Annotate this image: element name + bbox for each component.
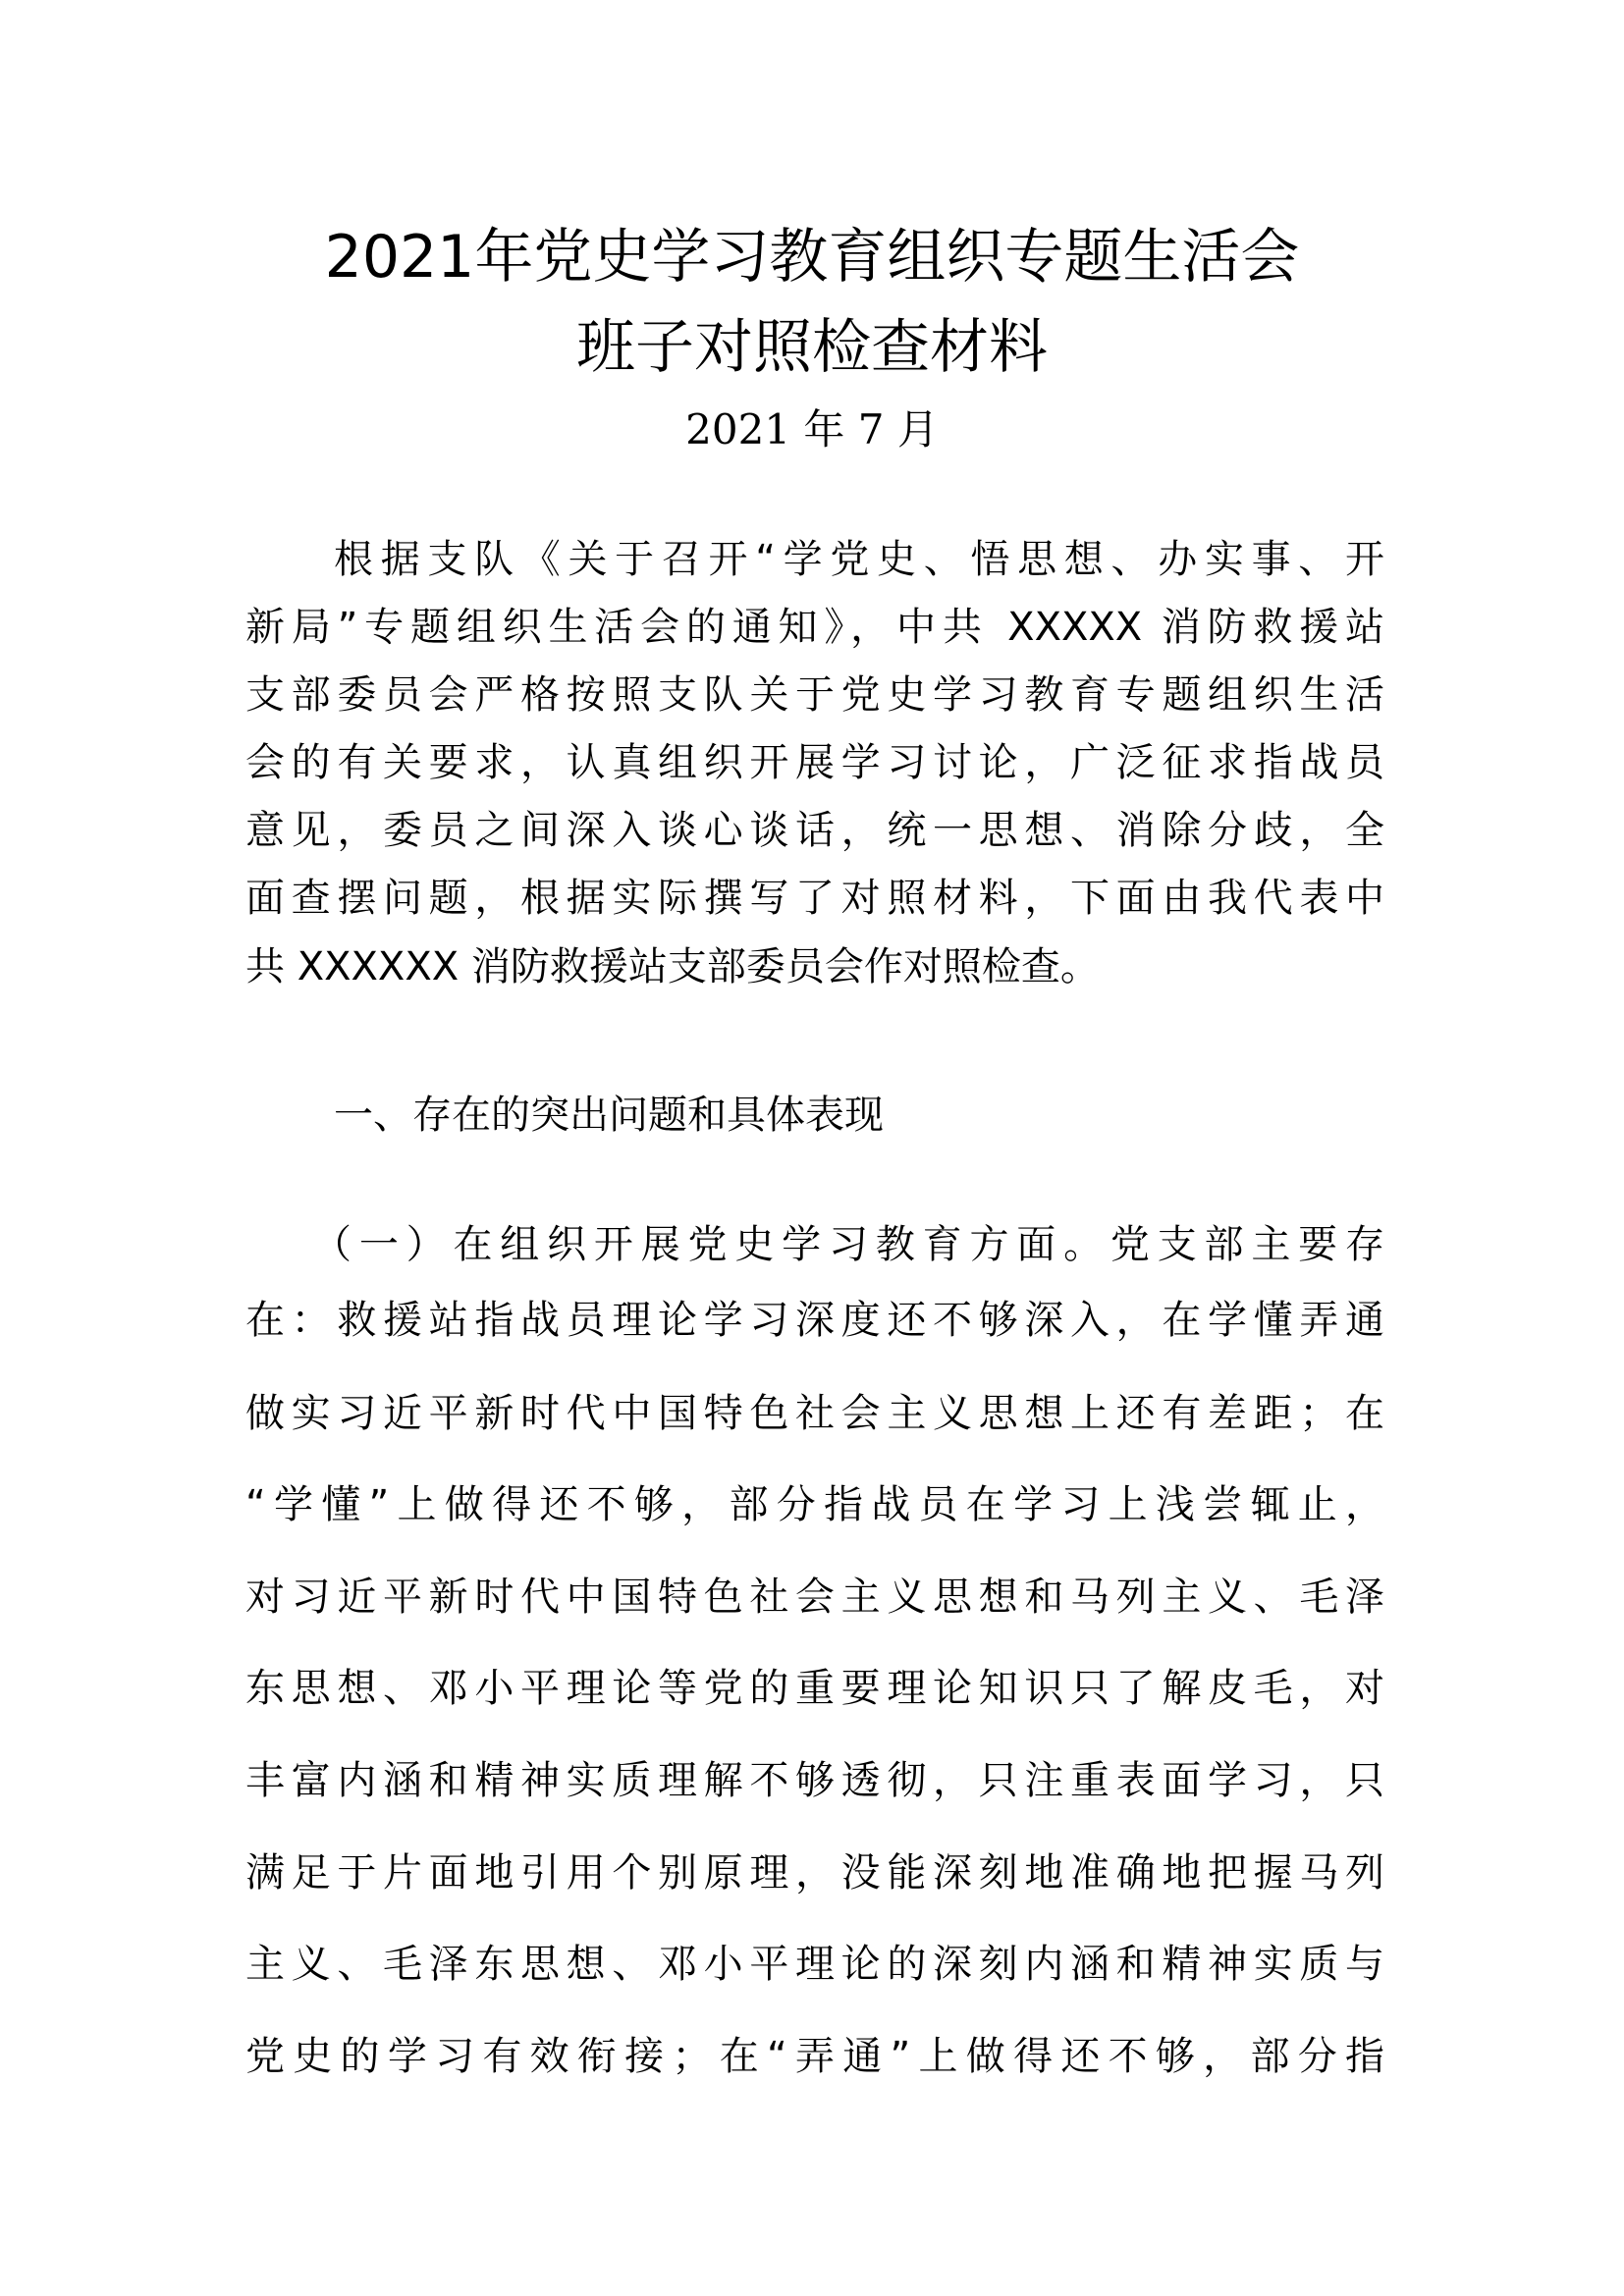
paragraph-1-line: 会的有关要求，认真组织开展学习讨论，广泛征求指战员: [245, 740, 1384, 785]
paragraph-1-line: 面查摆问题，根据实际撰写了对照材料，下面由我代表中: [245, 876, 1384, 921]
paragraph-2-line: 党史的学习有效衔接；在“弄通”上做得还不够，部分指: [245, 2034, 1384, 2079]
paragraph-2-line: “学懂”上做得还不够，部分指战员在学习上浅尝辄止，: [245, 1482, 1384, 1527]
section-1-heading: 一、存在的突出问题和具体表现: [334, 1093, 884, 1138]
document-title-line-2: 班子对照检查材料: [576, 313, 1048, 382]
paragraph-2-line: 在：救援站指战员理论学习深度还不够深入，在学懂弄通: [245, 1298, 1384, 1343]
paragraph-1-line: 共 XXXXXX 消防救援站支部委员会作对照检查。: [245, 944, 1100, 989]
paragraph-1-line: 支部委员会严格按照支队关于党史学习教育专题组织生活: [245, 672, 1384, 718]
paragraph-2-line: 满足于片面地引用个别原理，没能深刻地准确地把握马列: [245, 1850, 1384, 1896]
paragraph-2-line: 主义、毛泽东思想、邓小平理论的深刻内涵和精神实质与: [245, 1942, 1384, 1987]
document-date: 2021 年 7 月: [685, 405, 939, 454]
paragraph-1-line: 意见，委员之间深入谈心谈话，统一思想、消除分歧，全: [245, 808, 1384, 853]
paragraph-2-line: （一）在组织开展党史学习教育方面。党支部主要存: [312, 1222, 1384, 1267]
paragraph-2-line: 对习近平新时代中国特色社会主义思想和马列主义、毛泽: [245, 1575, 1384, 1620]
document-title-line-1: 2021年党史学习教育组织专题生活会: [324, 223, 1300, 292]
paragraph-2-line: 东思想、邓小平理论等党的重要理论知识只了解皮毛，对: [245, 1666, 1384, 1711]
paragraph-2-line: 做实习近平新时代中国特色社会主义思想上还有差距；在: [245, 1391, 1384, 1436]
paragraph-2-line: 丰富内涵和精神实质理解不够透彻，只注重表面学习，只: [245, 1758, 1384, 1803]
paragraph-1-line: 根据支队《关于召开“学党史、悟思想、办实事、开: [334, 537, 1384, 582]
paragraph-1-line: 新局”专题组织生活会的通知》，中共 XXXXX 消防救援站: [245, 605, 1384, 650]
